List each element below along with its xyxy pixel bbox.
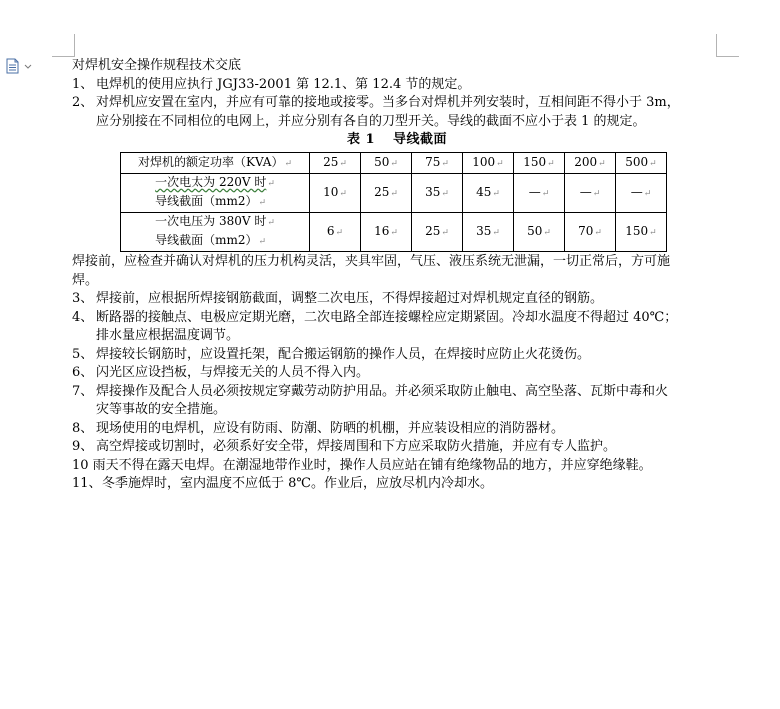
paragraph-pre-weld-check-line-2: 焊。 bbox=[72, 272, 99, 288]
list-item-7 bbox=[72, 383, 722, 420]
paragraph-pre-weld-check-line-1: 焊接前，应检查并确认对焊机的压力机构灵活，夹具牢固，气压、液压系统无泄漏，一切正常后，方可施 bbox=[72, 254, 671, 269]
list-item-11 bbox=[72, 475, 722, 494]
list-item-8 bbox=[72, 420, 722, 439]
table-cell-380v: 16↵ bbox=[361, 213, 412, 252]
table-cell-power: 200↵ bbox=[565, 152, 616, 174]
table-cell-220v: —↵ bbox=[616, 174, 667, 213]
item-number: 6、 bbox=[72, 365, 94, 380]
item-text-line-1: 断路器的接触点、电极应定期光磨，二次电路全部连接螺栓应定期紧固。冷却水温度不得超过 40℃； bbox=[96, 309, 678, 325]
table-row-380v bbox=[121, 213, 667, 252]
item-number: 9、 bbox=[72, 439, 94, 454]
document-icon[interactable] bbox=[5, 58, 35, 74]
item-text: 现场使用的电焊机，应设有防雨、防潮、防晒的机棚，并应装设相应的消防器材。 bbox=[96, 420, 565, 436]
list-item-3 bbox=[72, 290, 722, 309]
table-caption-title: 导线截面 bbox=[393, 132, 448, 147]
item-text: 冬季施焊时，室内温度不应低于 8℃。作业后，应放尽机内冷却水。 bbox=[102, 476, 493, 491]
item-text-line-2: 应分别接在不同相位的电网上，并应分别有各自的刀型开关。导线的截面不应小于表 1 的规定。 bbox=[96, 113, 646, 129]
wire-section-table bbox=[120, 152, 667, 253]
table-cell-220v: 10↵ bbox=[310, 174, 361, 213]
table-cell-power: 500↵ bbox=[616, 152, 667, 174]
item-text-line-1: 对焊机应安置在室内，并应有可靠的接地或接零。当多台对焊机并列安装时，互相间距不得小于 3m， bbox=[96, 95, 680, 110]
table-cell-380v: 25↵ bbox=[412, 213, 463, 252]
item-text-line-1: 焊接操作及配合人员必须按规定穿戴劳动防护用品。并必须采取防止触电、高空坠落、瓦斯中毒和火 bbox=[96, 383, 669, 399]
page-corner-mark-top-left bbox=[52, 34, 75, 57]
table-cell-power: 75↵ bbox=[412, 152, 463, 174]
item-text: 电焊机的使用应执行 JGJ33-2001 第 12.1、第 12.4 节的规定。 bbox=[96, 76, 471, 92]
document-body bbox=[72, 57, 722, 494]
item-number: 8、 bbox=[72, 420, 94, 436]
item-text-line-2: 排水量应根据温度调节。 bbox=[96, 328, 240, 343]
table-caption-label: 表 1 bbox=[346, 132, 376, 147]
table-cell-220v: 45↵ bbox=[463, 174, 514, 213]
table-cell-380v: 70↵ bbox=[565, 213, 616, 252]
table-cell-power: 100↵ bbox=[463, 152, 514, 174]
table-cell-380v: 6↵ bbox=[310, 213, 361, 252]
item-number: 4、 bbox=[72, 309, 94, 325]
table-row-power bbox=[121, 152, 667, 174]
table-cell-380v: 50↵ bbox=[514, 213, 565, 252]
list-item-1 bbox=[72, 76, 722, 95]
table-row-220v bbox=[121, 174, 667, 213]
item-text-line-2: 灾等事故的安全措施。 bbox=[96, 402, 227, 417]
table-cell-220v: —↵ bbox=[565, 174, 616, 213]
item-number: 1、 bbox=[72, 76, 94, 92]
list-item-4 bbox=[72, 309, 722, 346]
item-text: 焊接较长钢筋时，应设置托架，配合搬运钢筋的操作人员，在焊接时应防止火花烫伤。 bbox=[96, 346, 591, 362]
table-row-header-220v: 一次电太为 220V 时↵ 导线截面（mm2）↵ bbox=[121, 174, 310, 213]
item-number: 7、 bbox=[72, 383, 94, 399]
table-cell-power: 25↵ bbox=[310, 152, 361, 174]
item-text: 高空焊接或切割时，必须系好安全带，焊接周围和下方应采取防火措施，并应有专人监护。 bbox=[96, 439, 617, 454]
list-item-9 bbox=[72, 438, 722, 457]
table-cell-220v: 25↵ bbox=[361, 174, 412, 213]
table-cell-power: 50↵ bbox=[361, 152, 412, 174]
item-number: 5、 bbox=[72, 346, 94, 362]
list-item-2 bbox=[72, 94, 722, 131]
list-item-5 bbox=[72, 346, 722, 365]
table-cell-220v: 35↵ bbox=[412, 174, 463, 213]
document-title: 对焊机安全操作规程技术交底 bbox=[72, 58, 242, 73]
table-row-header-380v: 一次电压为 380V 时↵ 导线截面（mm2）↵ bbox=[121, 213, 310, 252]
table-cell-power: 150↵ bbox=[514, 152, 565, 174]
item-text: 闪光区应设挡板，与焊接无关的人员不得入内。 bbox=[96, 365, 370, 380]
table-cell-380v: 35↵ bbox=[463, 213, 514, 252]
item-number: 3、 bbox=[72, 291, 94, 306]
list-item-6 bbox=[72, 364, 722, 383]
table-cell-220v: —↵ bbox=[514, 174, 565, 213]
table-row-header-power: 对焊机的额定功率（KVA）↵ bbox=[121, 152, 310, 174]
table-caption bbox=[72, 131, 722, 150]
item-text: 焊接前，应根据所焊接钢筋截面，调整二次电压，不得焊接超过对焊机规定直径的钢筋。 bbox=[96, 291, 604, 306]
table-cell-380v: 150↵ bbox=[616, 213, 667, 252]
page-corner-mark-top-right bbox=[716, 34, 739, 57]
item-number: 2、 bbox=[72, 95, 94, 110]
item-number: 11、 bbox=[72, 476, 102, 491]
list-item-10: 10 雨天不得在露天电焊。在潮湿地带作业时，操作人员应站在铺有绝缘物品的地方，并应穿绝缘鞋。 bbox=[72, 457, 652, 473]
